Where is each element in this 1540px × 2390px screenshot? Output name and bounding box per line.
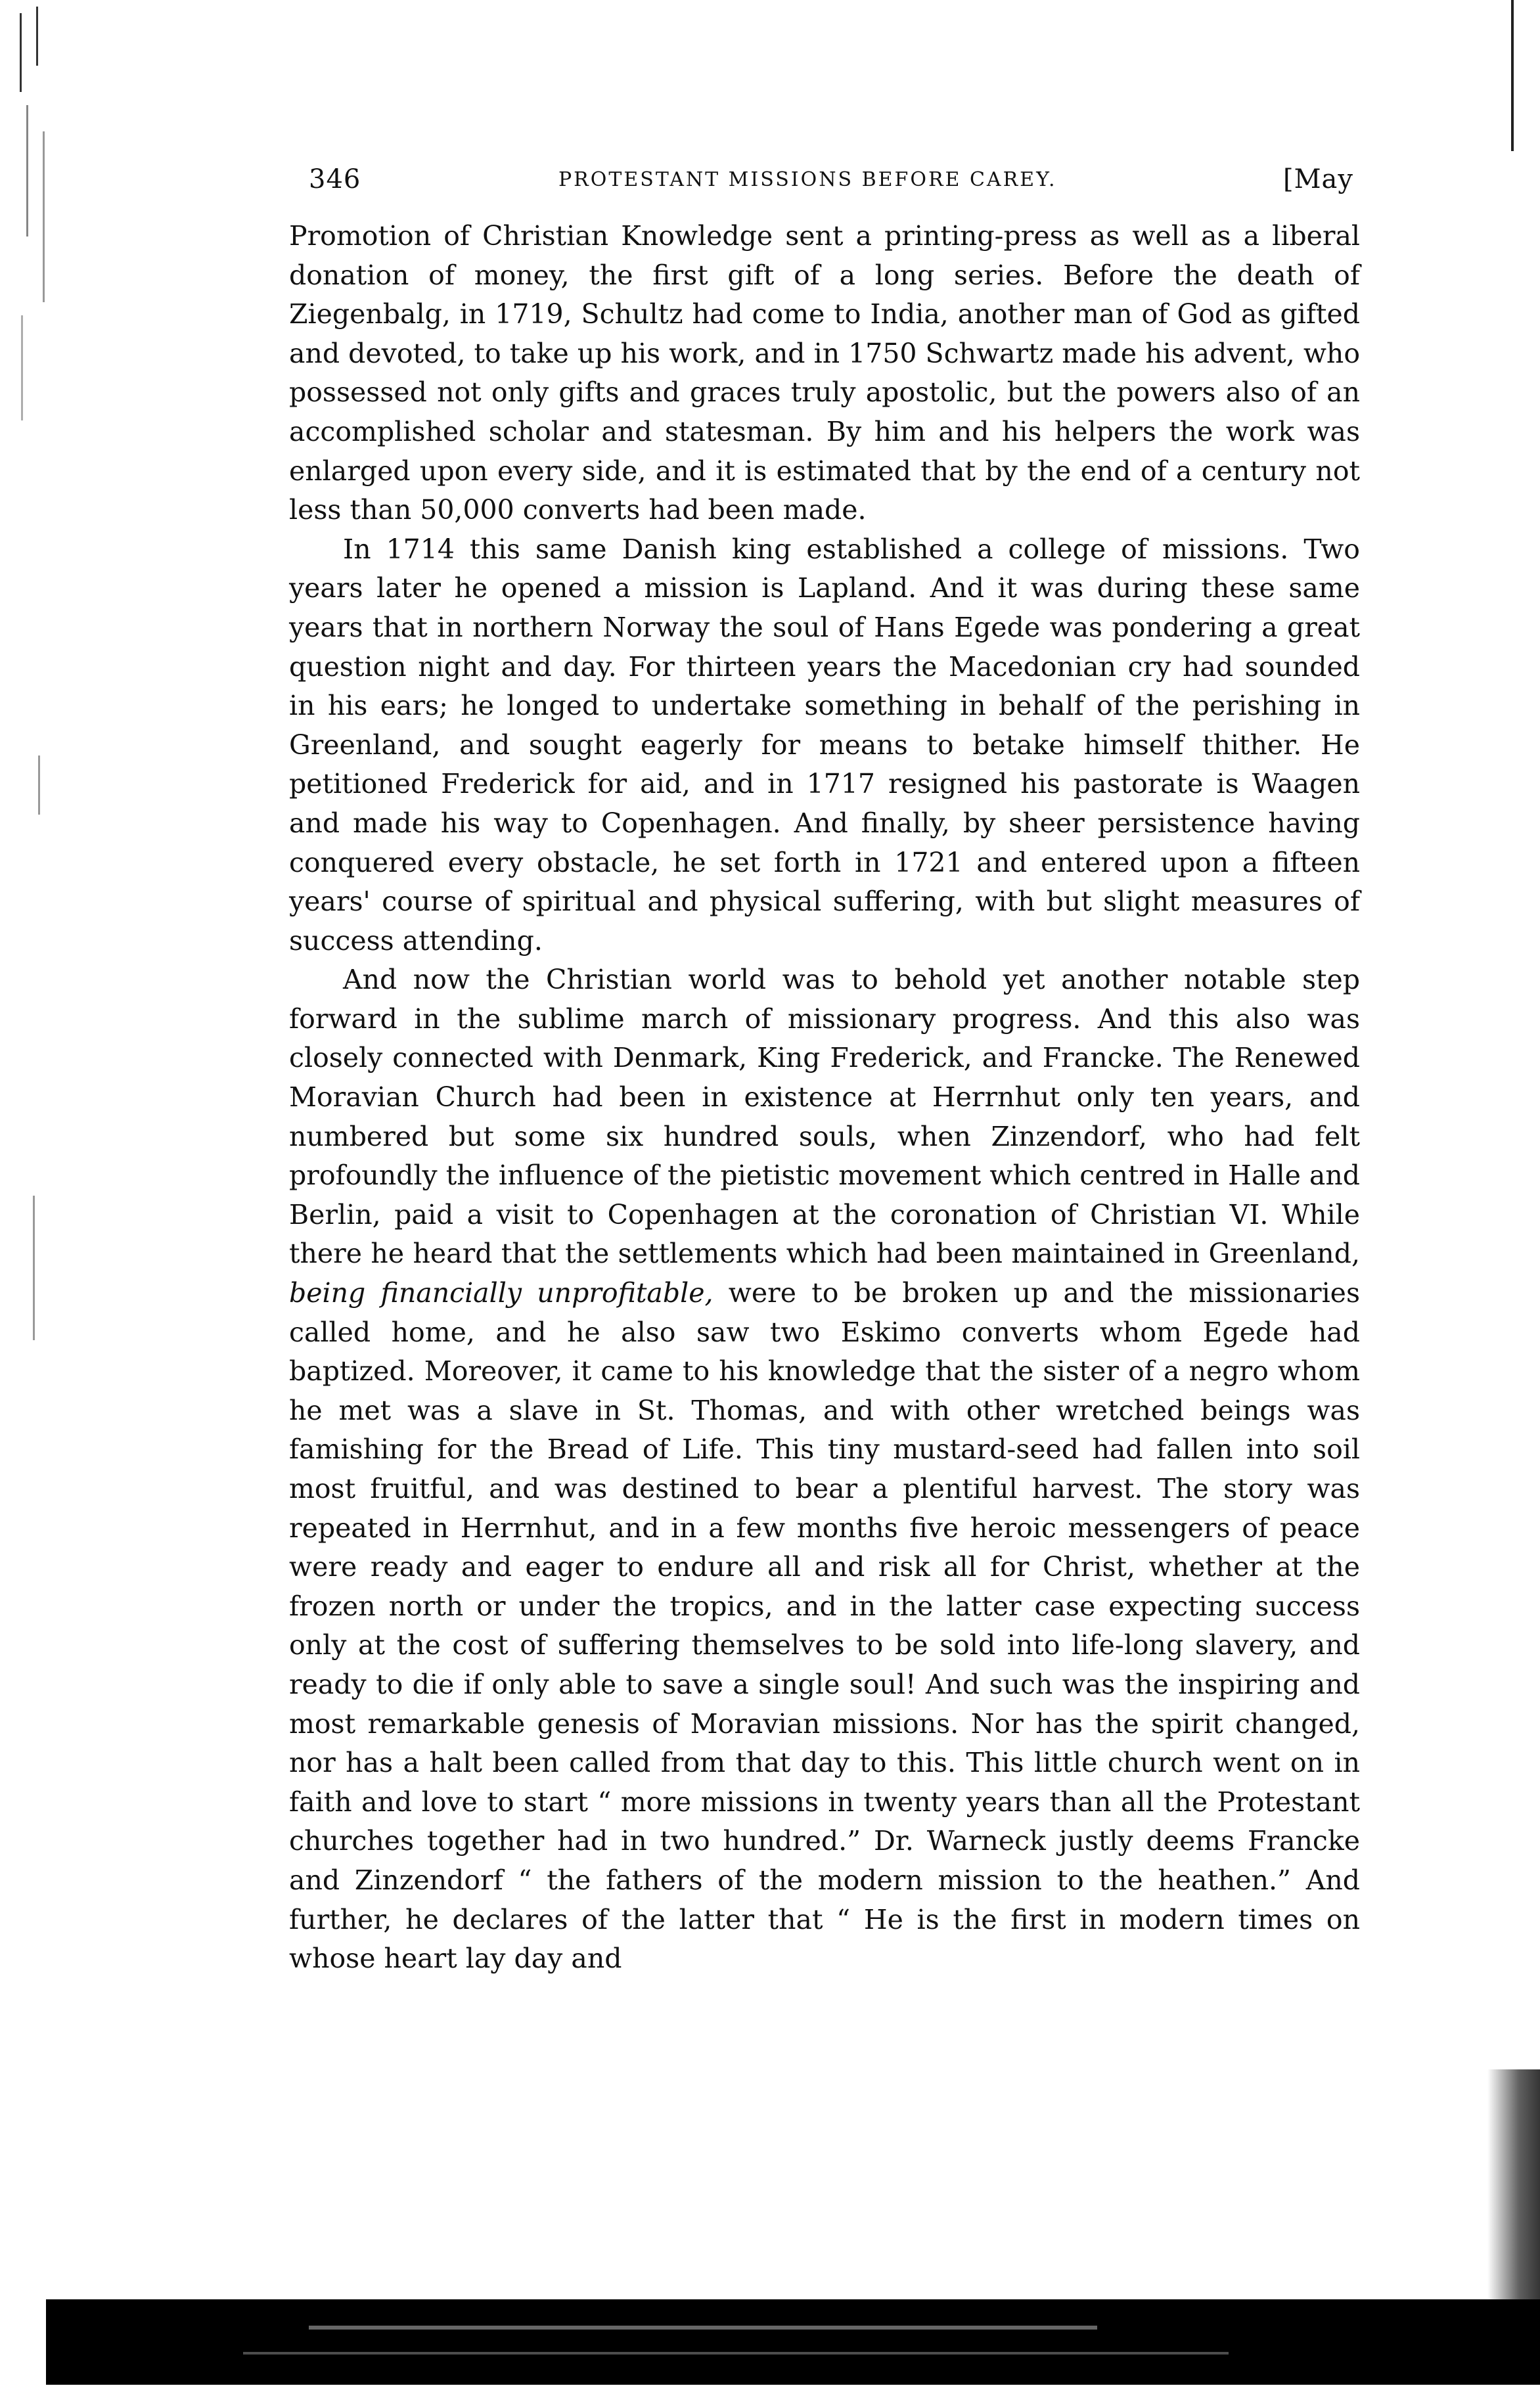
- paragraph-3: [289, 960, 1360, 1978]
- page-body: [289, 217, 1360, 1979]
- scan-bottom-bar: [46, 2299, 1540, 2385]
- paragraph-3-part-1: And now the Christian world was to behold yet another notable step forward in the sublime march of missionary progress. And this also was closely connected with Denmark, King Frederick, and Francke. The Renewed Moravian Church had been in existence at Herrnhut only ten years, and numbered but some six hundred souls, when Zinzendorf, who had felt profoundly the influence of the pietistic movement which centred in Halle and Berlin, paid a visit to Copenhagen at the coronation of Christian VI. While there he heard that the settlements which had been maintained in Greenland,: [289, 964, 1360, 1270]
- paragraph-3-italic: being financially unprofitable,: [289, 1277, 713, 1309]
- scan-margin-artifacts: [7, 0, 66, 1642]
- running-title: PROTESTANT MISSIONS BEFORE CAREY.: [558, 168, 1057, 191]
- paragraph-1: Promotion of Christian Knowledge sent a printing-press as well as a liberal donation of money, the first gift of a long series. Before the death of Ziegenbalg, in 1719, Schultz had come to India, another man of God as gifted and devoted, to take up his work, and in 1750 Schwartz made his advent, who possessed not only gifts and graces truly apostolic, but the powers also of an accomplished scholar and statesman. By him and his helpers the work was enlarged upon every side, and it is estimated that by the end of a century not less than 50,000 converts had been made.: [289, 220, 1360, 526]
- page-header: [309, 164, 1353, 204]
- paragraph-3-part-2: were to be broken up and the missionaries called home, and he also saw two Eskimo converts whom Egede had baptized. Moreover, it came to his knowledge that the sister of a negro whom he met was a slave in St. Thomas, and with other wretched beings was famishing for the Bread of Life. This tiny mustard-seed had fallen into soil most fruitful, and was destined to bear a plentiful harvest. The story was repeated in Herrnhut, and in a few months five heroic messengers of peace were ready and eager to endure all and risk all for Christ, whether at the frozen north or under the tropics, and in the latter case expecting success only at the cost of suffering themselves to be sold into life-long slavery, and ready to die if only able to save a single soul! And such was the inspiring and most remarkable genesis of Moravian missions. Nor has the spirit changed, nor has a halt been called from that day to this. This little church went on in faith and love to start “ more missions in twenty years than all the Protestant churches together had in two hundred.” Dr. Warneck justly deems Francke and Zinzendorf “ the fathers of the modern mission to the heathen.” And further, he declares of the latter that “ He is the first in modern times on whose heart lay day and: [289, 1277, 1360, 1975]
- page-number: 346: [309, 164, 361, 194]
- scan-edge-line: [1511, 0, 1514, 151]
- paragraph-2: In 1714 this same Danish king established a college of missions. Two years later he opened a mission is Lapland. And it was during these same years that in northern Norway the soul of Hans Egede was pondering a great question night and day. For thirteen years the Macedonian cry had sounded in his ears; he longed to undertake something in behalf of the perishing in Greenland, and sought eagerly for means to betake himself thither. He petitioned Frederick for aid, and in 1717 resigned his pastorate is Waagen and made his way to Copenhagen. And finally, by sheer persistence having conquered every obstacle, he set forth in 1721 and entered upon a fifteen years' course of spiritual and physical suffering, with but slight measures of success attending.: [289, 533, 1360, 957]
- running-month: [May: [1282, 164, 1353, 194]
